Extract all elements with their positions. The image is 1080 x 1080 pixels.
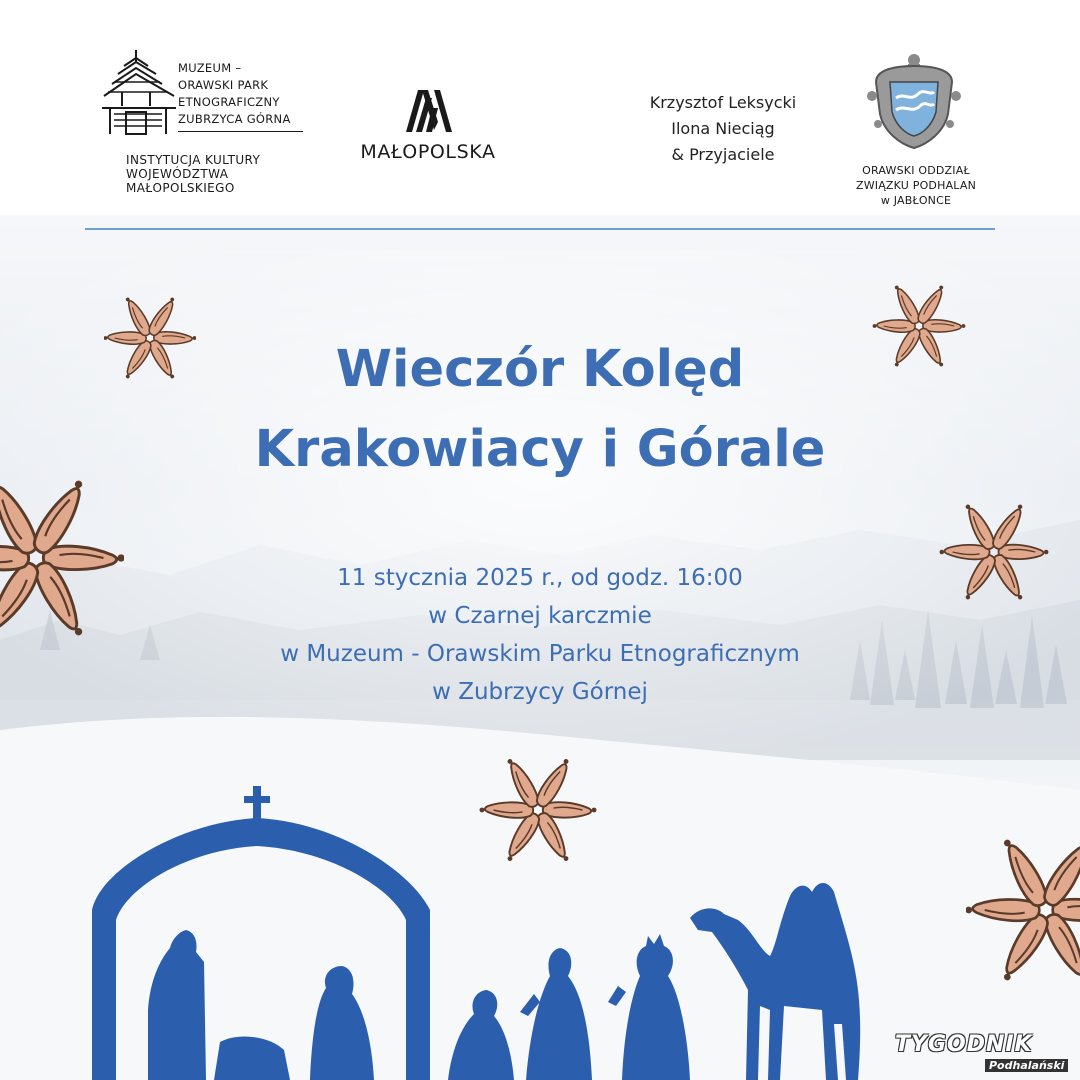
museum-name-line: ORAWSKI PARK [178, 78, 269, 92]
event-date: 11 stycznia 2025 r., od godz. 16:00 [337, 565, 743, 591]
event-museum: w Muzeum - Orawskim Parku Etnograficznym [280, 641, 800, 667]
malopolska-name: MAŁOPOLSKA [360, 141, 496, 163]
kierpce-snowflake-icon [0, 470, 124, 646]
museum-underline [178, 131, 303, 132]
podhalan-line: ZWIĄZKU PODHALAN [855, 179, 977, 192]
event-location: w Zubrzycy Górnej [432, 679, 648, 705]
kierpce-snowflake-icon [938, 498, 1050, 606]
organizers [620, 90, 826, 168]
event-venue: w Czarnej karczmie [428, 603, 652, 629]
museum-name-line: MUZEUM – [178, 61, 242, 75]
museum-name-line: ETNOGRAFICZNY [178, 95, 280, 109]
organizer-line: & Przyjaciele [671, 145, 775, 164]
wooden-church-icon [100, 48, 178, 138]
institution-line: WOJEWÓDZTWA [126, 167, 229, 181]
podhalan-name [830, 163, 1002, 208]
event-title [140, 330, 940, 490]
title-line-1: Wieczór Kolęd [335, 340, 745, 399]
title-line-2: Krakowiacy i Górale [254, 420, 826, 479]
museum-name-line: ZUBRZYCA GÓRNA [178, 112, 291, 126]
watermark-sub: Podhalański [985, 1059, 1068, 1072]
institution-line: MAŁOPOLSKIEGO [126, 181, 235, 195]
institution-text [126, 153, 260, 195]
header-divider [85, 228, 995, 230]
malopolska-m-icon [404, 86, 454, 134]
museum-name [178, 60, 291, 128]
watermark-logo: TYGODNIK [895, 1032, 1033, 1057]
event-details [140, 559, 940, 711]
podhalan-line: ORAWSKI ODDZIAŁ [862, 164, 970, 177]
coat-of-arms-icon [866, 52, 962, 152]
organizer-line: Krzysztof Leksycki [649, 93, 797, 112]
institution-line: INSTYTUCJA KULTURY [126, 153, 261, 167]
podhalan-line: w JABŁONCE [880, 194, 952, 207]
organizer-line: Ilona Nieciąg [671, 119, 775, 138]
